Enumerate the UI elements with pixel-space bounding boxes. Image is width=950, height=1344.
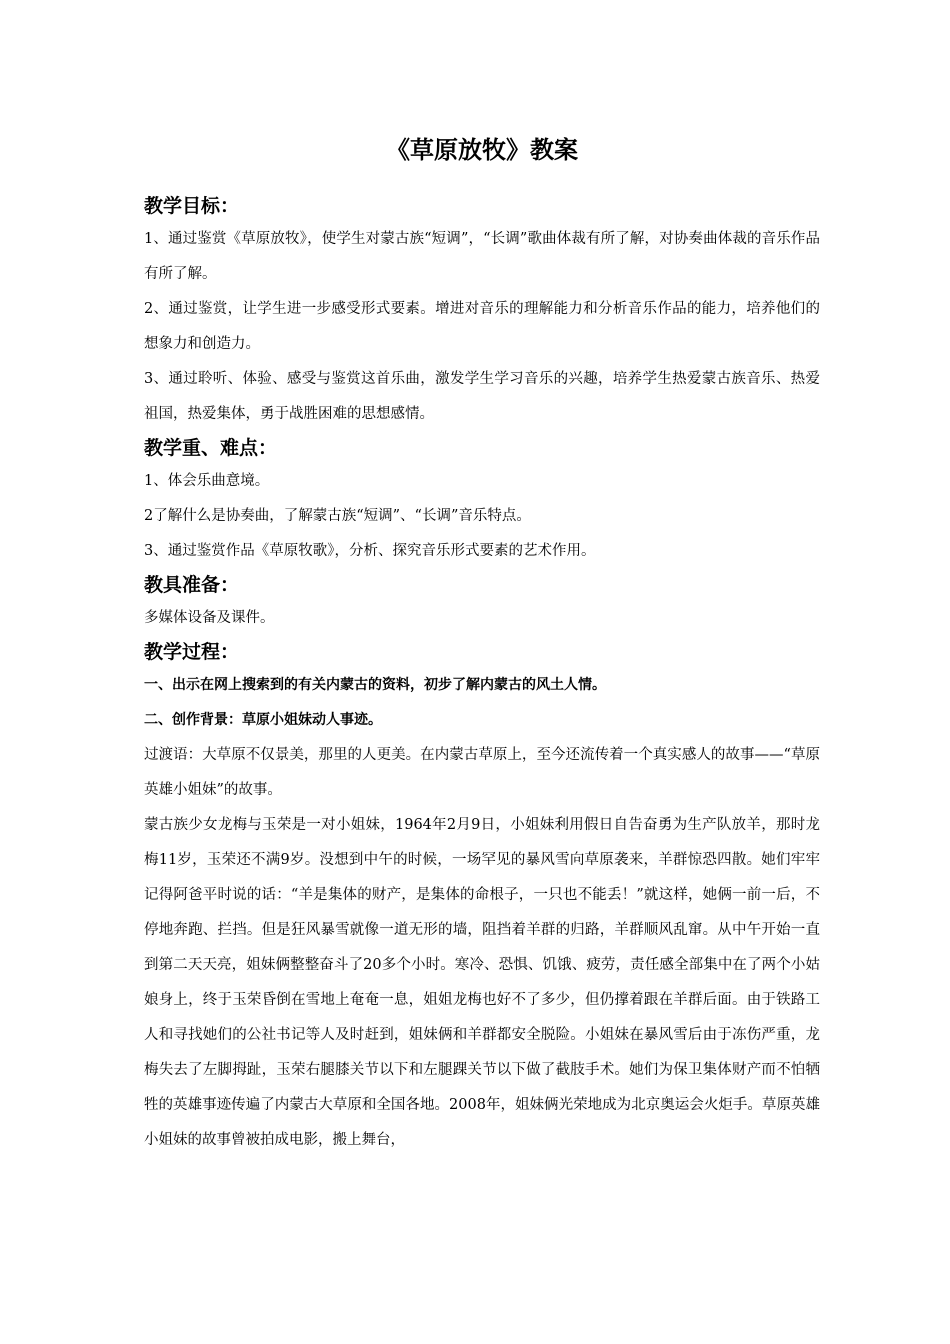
- story-paragraph: 蒙古族少女龙梅与玉荣是一对小姐妹，1964年2月9日，小姐妹利用假日自告奋勇为生产队放羊，那时龙梅11岁，玉荣还不满9岁。没想到中午的时候，一场罕见的暴风雪向草原袭来，羊群惊恐四散。她们牢牢记得阿爸平时说的话：“羊是集体的财产，是集体的命根子，一只也不能丢！”就这样，她俩一前一后，不停地奔跑、拦挡。但是狂风暴雪就像一道无形的墙，阻挡着羊群的归路，羊群顺风乱窜。从中午开始一直到第二天天亮，姐妹俩整整奋斗了20多个小时。寒冷、恐惧、饥饿、疲劳，责任感全部集中在了两个小姑娘身上，终于玉荣昏倒在雪地上奄奄一息，姐姐龙梅也好不了多少，但仍撑着跟在羊群后面。由于铁路工人和寻找她们的公社书记等人及时赶到，姐妹俩和羊群都安全脱险。小姐妹在暴风雪后由于冻伤严重，龙梅失去了左脚拇趾，玉荣右腿膝关节以下和左腿踝关节以下做了截肢手术。她们为保卫集体财产而不怕牺牲的英雄事迹传遍了内蒙古大草原和全国各地。2008年，姐妹俩光荣地成为北京奥运会火炬手。草原英雄小姐妹的故事曾被拍成电影，搬上舞台，: [144, 817, 820, 1148]
- objective-item: 1、通过鉴赏《草原放牧》，使学生对蒙古族“短调”，“长调”歌曲体裁有所了解，对协奏曲体裁的音乐作品有所了解。: [144, 231, 820, 282]
- key-point-item: 2了解什么是协奏曲，了解蒙古族“短调”、“长调”音乐特点。: [144, 508, 531, 524]
- key-point-item: 1、体会乐曲意境。: [144, 473, 270, 489]
- document-body: [144, 130, 820, 1158]
- process-step-1: 一、出示在网上搜索到的有关内蒙古的资料，初步了解内蒙古的风土人情。: [144, 677, 606, 693]
- objective-item: 2、通过鉴赏，让学生进一步感受形式要素。增进对音乐的理解能力和分析音乐作品的能力，培养他们的想象力和创造力。: [144, 301, 820, 352]
- process-heading: 教学过程：: [144, 641, 240, 663]
- process-step-2: 二、创作背景：草原小姐妹动人事迹。: [144, 712, 382, 728]
- objective-item: 3、通过聆听、体验、感受与鉴赏这首乐曲，激发学生学习音乐的兴趣，培养学生热爱蒙古族音乐、热爱祖国，热爱集体，勇于战胜困难的思想感情。: [144, 371, 820, 422]
- key-points-heading: 教学重、难点：: [144, 437, 278, 459]
- objectives-heading: 教学目标：: [144, 195, 240, 217]
- materials-item: 多媒体设备及课件。: [144, 610, 275, 626]
- transition-paragraph: 过渡语：大草原不仅景美，那里的人更美。在内蒙古草原上，至今还流传着一个真实感人的故事——“草原英雄小姐妹”的故事。: [144, 747, 820, 798]
- materials-heading: 教具准备：: [144, 574, 240, 596]
- page-title: 《草原放牧》教案: [386, 136, 578, 164]
- key-point-item: 3、通过鉴赏作品《草原牧歌》，分析、探究音乐形式要素的艺术作用。: [144, 543, 596, 559]
